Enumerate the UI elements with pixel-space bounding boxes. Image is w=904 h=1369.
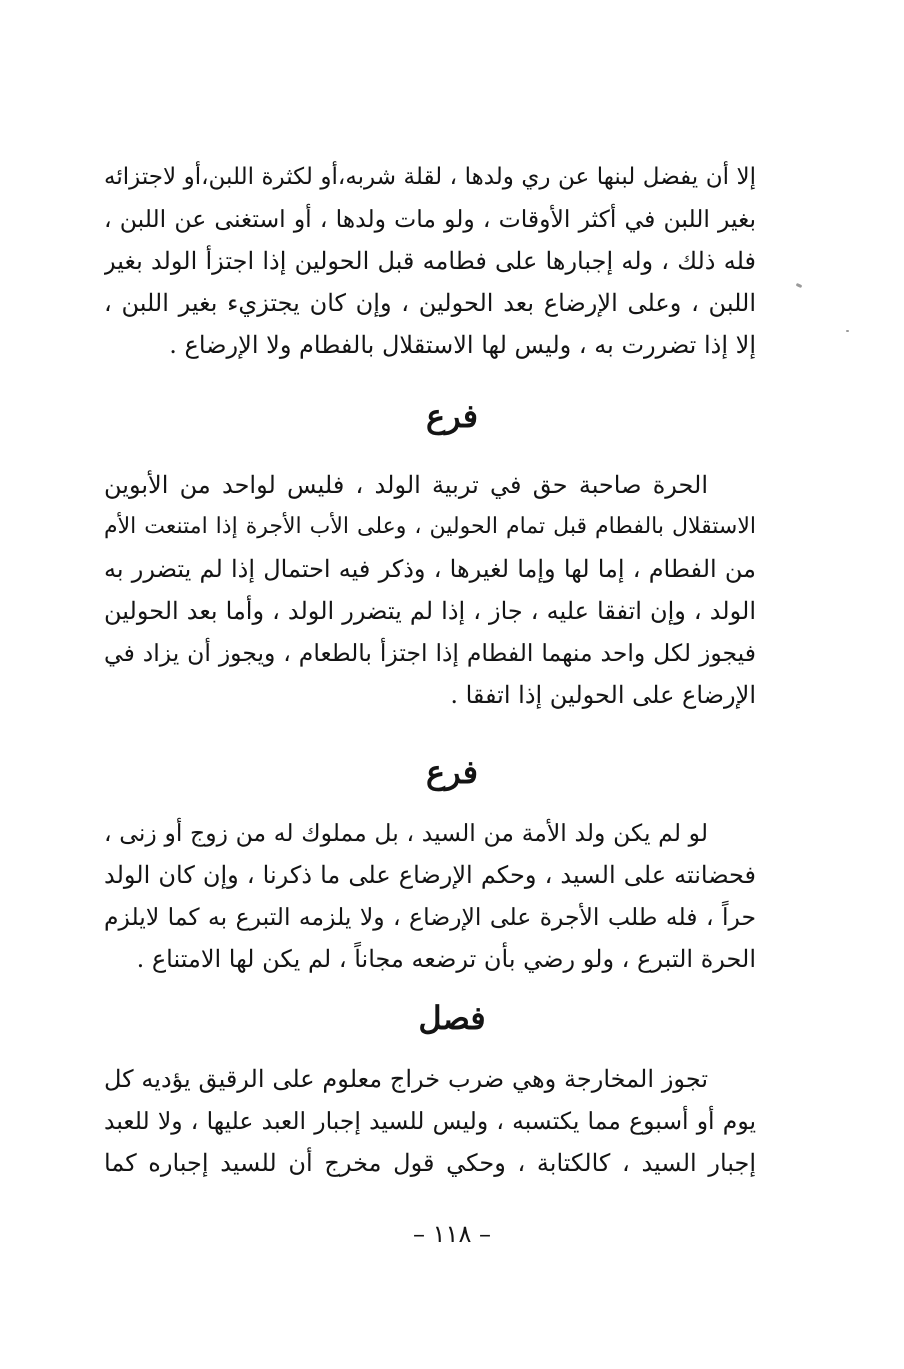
paragraph-2: [104, 464, 756, 716]
page-number: – ١١٨ –: [413, 1220, 491, 1248]
scan-speck: [846, 330, 849, 332]
text-line: حراً ، فله طلب الأجرة على الإرضاع ، ولا يلزمه التبرع به كما لايلزم: [104, 903, 756, 931]
text-line: فحضانته على السيد ، وحكم الإرضاع على ما ذكرنا ، وإن كان الولد: [104, 861, 756, 889]
text-line: الولد ، وإن اتفقا عليه ، جاز ، إذا لم يتضرر الولد ، وأما بعد الحولين: [104, 597, 756, 625]
section-heading-fasl: فصل: [418, 999, 486, 1037]
section-heading-far-1: فرع: [425, 397, 479, 435]
text-line: يوم أو أسبوع مما يكتسبه ، وليس للسيد إجبار العبد عليها ، ولا للعبد: [104, 1107, 756, 1135]
text-line: إجبار السيد ، كالكتابة ، وحكي قول مخرج أن للسيد إجباره كما: [104, 1149, 756, 1177]
paragraph-3: [104, 812, 756, 980]
text-line: اللبن ، وعلى الإرضاع بعد الحولين ، وإن كان يجتزيء بغير اللبن ،: [104, 289, 756, 317]
text-line: فله ذلك ، وله إجبارها على فطامه قبل الحولين إذا اجتزأ الولد بغير: [104, 247, 756, 275]
text-line: لو لم يكن ولد الأمة من السيد ، بل مملوك له من زوج أو زنى ،: [104, 819, 708, 847]
text-line: إلا أن يفضل لبنها عن ري ولدها ، لقلة شربه،أو لكثرة اللبن،أو لاجتزائه: [104, 164, 756, 190]
text-line: الإرضاع على الحولين إذا اتفقا .: [450, 681, 756, 709]
scan-speck: [796, 283, 803, 288]
paragraph-1: [104, 156, 756, 366]
paragraph-4: [104, 1058, 756, 1184]
text-line: تجوز المخارجة وهي ضرب خراج معلوم على الرقيق يؤديه كل: [104, 1065, 709, 1093]
text-line: من الفطام ، إما لها وإما لغيرها ، وذكر فيه احتمال إذا لم يتضرر به: [104, 555, 756, 583]
section-heading-far-2: فرع: [425, 753, 479, 791]
text-line: الاستقلال بالفطام قبل تمام الحولين ، وعلى الأب الأجرة إذا امتنعت الأم: [104, 514, 756, 539]
text-line: الحرة التبرع ، ولو رضي بأن ترضعه مجاناً ، لم يكن لها الامتناع .: [136, 945, 756, 973]
text-line: الحرة صاحبة حق في تربية الولد ، فليس لواحد من الأبوين: [104, 471, 708, 499]
text-line: بغير اللبن في أكثر الأوقات ، ولو مات ولدها ، أو استغنى عن اللبن ،: [104, 205, 756, 233]
text-line: إلا إذا تضررت به ، وليس لها الاستقلال بالفطام ولا الإرضاع .: [169, 331, 756, 359]
text-line: فيجوز لكل واحد منهما الفطام إذا اجتزأ بالطعام ، ويجوز أن يزاد في: [104, 639, 756, 667]
